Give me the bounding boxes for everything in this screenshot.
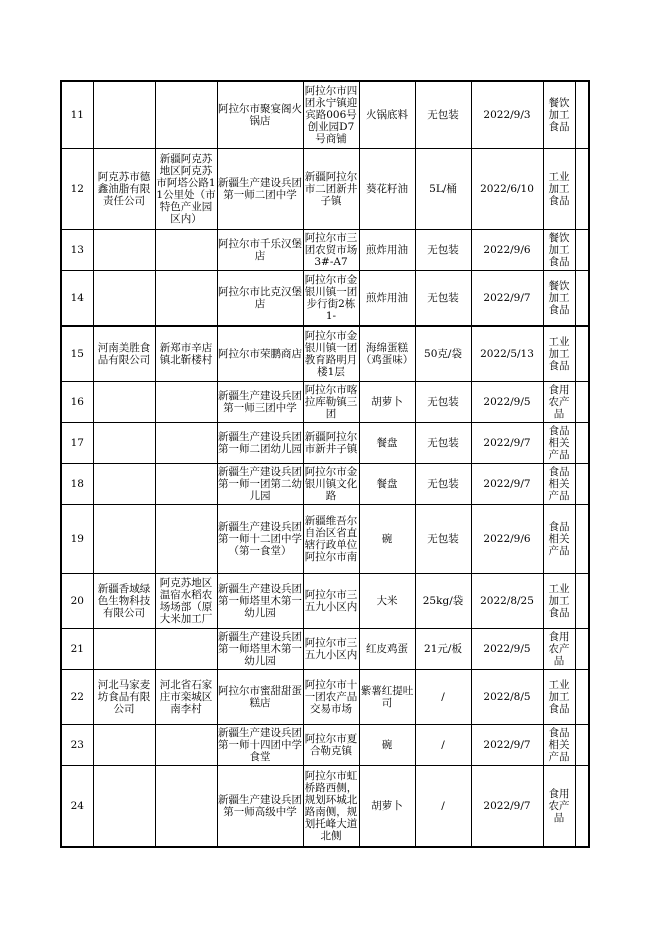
row-number: 24 — [70, 800, 84, 812]
producer-name-cell — [93, 81, 155, 149]
row-number: 11 — [70, 109, 84, 121]
row-number-cell — [61, 81, 93, 149]
blank-cell-cell — [575, 629, 589, 670]
sampled-unit-cell — [217, 670, 303, 725]
food-name: 煎炸用油 — [366, 244, 408, 256]
production-date: 2022/8/5 — [483, 691, 531, 703]
producer-address: 阿克苏地区温宿水稻农场场部（原大米加工厂 — [159, 577, 213, 625]
row-number-cell — [61, 725, 93, 766]
producer-address-cell — [155, 81, 217, 149]
sampled-unit-cell — [217, 505, 303, 574]
row-number-cell — [61, 766, 93, 848]
producer-name: 河北马家麦坊食品有限公司 — [97, 679, 151, 715]
food-name: 火锅底料 — [366, 109, 408, 121]
sampled-address-cell — [303, 423, 359, 464]
food-category-cell — [543, 629, 575, 670]
sampled-address-cell — [303, 725, 359, 766]
blank-cell-cell — [575, 766, 589, 848]
producer-address-cell — [155, 326, 217, 382]
row-number-cell — [61, 149, 93, 230]
sampled-unit-cell — [217, 271, 303, 327]
producer-name-cell — [93, 382, 155, 423]
specification-cell — [415, 725, 471, 766]
food-name: 葵花籽油 — [366, 183, 408, 195]
producer-address-cell — [155, 505, 217, 574]
table-row — [61, 670, 589, 725]
food-category: 食用农产品 — [548, 384, 570, 420]
specification-cell — [415, 81, 471, 149]
blank-cell-cell — [575, 574, 589, 629]
production-date: 2022/9/5 — [483, 396, 531, 408]
production-date-cell — [471, 766, 543, 848]
sampled-address-cell — [303, 670, 359, 725]
sampled-address-cell — [303, 230, 359, 271]
food-name: 碗 — [381, 533, 393, 545]
production-date-cell — [471, 670, 543, 725]
blank-cell-cell — [575, 81, 589, 149]
table-row — [61, 464, 589, 505]
food-name: 胡萝卜 — [371, 800, 403, 812]
specification: 无包装 — [427, 437, 459, 449]
food-name: 紫薯红提吐司 — [360, 685, 414, 709]
food-name-cell — [359, 629, 415, 670]
table-row — [61, 629, 589, 670]
specification-cell — [415, 464, 471, 505]
sampled-unit: 阿拉尔市千乐汉堡店 — [218, 238, 302, 262]
specification-cell — [415, 382, 471, 423]
row-number-cell — [61, 423, 93, 464]
sampled-address: 阿拉尔市金银川镇一团步行街2栋1- — [304, 274, 358, 322]
specification-cell — [415, 149, 471, 230]
producer-address: 新郑市辛店镇北靳楼村 — [159, 342, 213, 366]
table-row — [61, 725, 589, 766]
specification-cell — [415, 505, 471, 574]
food-name-cell — [359, 81, 415, 149]
sampling-results-table — [60, 80, 590, 848]
producer-name-cell — [93, 271, 155, 327]
production-date: 2022/9/3 — [483, 109, 531, 121]
producer-address: 新疆阿克苏地区阿克苏市阿塔公路11公里处（市特色产业园区内） — [156, 153, 216, 225]
sampled-address-cell — [303, 629, 359, 670]
blank-cell-cell — [575, 230, 589, 271]
sampled-unit-cell — [217, 149, 303, 230]
row-number: 21 — [70, 643, 84, 655]
sampled-unit: 新疆生产建设兵团第一师一团第二幼儿园 — [218, 466, 302, 502]
specification-cell — [415, 271, 471, 327]
row-number-cell — [61, 574, 93, 629]
production-date-cell — [471, 326, 543, 382]
food-category: 工业加工食品 — [548, 171, 570, 207]
row-number-cell — [61, 382, 93, 423]
table-row — [61, 230, 589, 271]
specification: / — [441, 800, 445, 812]
sampled-address-cell — [303, 766, 359, 848]
table-row — [61, 423, 589, 464]
sampled-unit-cell — [217, 574, 303, 629]
blank-cell-cell — [575, 670, 589, 725]
specification: / — [441, 739, 445, 751]
production-date-cell — [471, 629, 543, 670]
row-number-cell — [61, 230, 93, 271]
production-date: 2022/9/7 — [483, 292, 531, 304]
sampled-address-cell — [303, 271, 359, 327]
sampled-unit: 阿拉尔市荣鹏商店 — [218, 348, 302, 360]
producer-address-cell — [155, 423, 217, 464]
food-category-cell — [543, 670, 575, 725]
sampled-unit: 阿拉尔市聚宴阁火锅店 — [218, 103, 302, 127]
producer-address-cell — [155, 670, 217, 725]
specification: 无包装 — [427, 244, 459, 256]
sampled-unit-cell — [217, 464, 303, 505]
table-row — [61, 271, 589, 327]
sampled-address-cell — [303, 326, 359, 382]
food-category-cell — [543, 326, 575, 382]
table-body — [61, 81, 589, 847]
food-category: 食用农产品 — [548, 631, 570, 667]
food-name-cell — [359, 670, 415, 725]
food-category: 餐饮加工食品 — [548, 280, 570, 316]
food-category: 餐饮加工食品 — [548, 97, 570, 133]
production-date-cell — [471, 149, 543, 230]
producer-name-cell — [93, 149, 155, 230]
row-number: 16 — [70, 396, 84, 408]
producer-name-cell — [93, 766, 155, 848]
sampled-unit-cell — [217, 81, 303, 149]
food-name-cell — [359, 326, 415, 382]
food-category: 食品相关产品 — [548, 425, 570, 461]
production-date-cell — [471, 271, 543, 327]
production-date: 2022/6/10 — [480, 183, 534, 195]
specification-cell — [415, 766, 471, 848]
sampling-table-sheet — [60, 80, 588, 848]
row-number-cell — [61, 629, 93, 670]
food-category: 食用农产品 — [548, 788, 570, 824]
sampled-unit: 新疆生产建设兵团第一师塔里木第一幼儿园 — [218, 631, 302, 667]
specification: 无包装 — [427, 533, 459, 545]
specification-cell — [415, 574, 471, 629]
food-category-cell — [543, 149, 575, 230]
specification: 无包装 — [427, 109, 459, 121]
sampled-unit-cell — [217, 230, 303, 271]
row-number-cell — [61, 464, 93, 505]
producer-name: 新疆香域绿色生物科技有限公司 — [97, 583, 151, 619]
food-name: 碗 — [381, 739, 393, 751]
row-number: 18 — [70, 478, 84, 490]
producer-address-cell — [155, 725, 217, 766]
row-number: 20 — [70, 595, 84, 607]
production-date-cell — [471, 423, 543, 464]
food-name: 海绵蛋糕（鸡蛋味） — [360, 342, 414, 366]
producer-name: 阿克苏市德鑫油脂有限责任公司 — [97, 171, 151, 207]
production-date-cell — [471, 505, 543, 574]
producer-address-cell — [155, 271, 217, 327]
food-category-cell — [543, 574, 575, 629]
specification: 无包装 — [427, 292, 459, 304]
producer-address-cell — [155, 766, 217, 848]
producer-name-cell — [93, 629, 155, 670]
row-number: 13 — [70, 244, 84, 256]
row-number: 12 — [70, 183, 84, 195]
sampled-address-cell — [303, 505, 359, 574]
food-category-cell — [543, 725, 575, 766]
specification: 50克/袋 — [424, 348, 462, 360]
production-date: 2022/9/7 — [483, 478, 531, 490]
producer-name-cell — [93, 464, 155, 505]
sampled-address: 阿拉尔市三五九小区内 — [304, 589, 358, 613]
production-date-cell — [471, 230, 543, 271]
sampled-address: 阿拉尔市三团农贸市场3#-A7 — [304, 232, 358, 268]
producer-address-cell — [155, 149, 217, 230]
food-category-cell — [543, 505, 575, 574]
table-row — [61, 766, 589, 848]
production-date: 2022/8/25 — [480, 595, 534, 607]
specification-cell — [415, 423, 471, 464]
sampled-address-cell — [303, 81, 359, 149]
production-date: 2022/9/7 — [483, 800, 531, 812]
food-name-cell — [359, 766, 415, 848]
row-number: 15 — [70, 348, 84, 360]
sampled-unit: 新疆生产建设兵团第一师高级中学 — [218, 794, 302, 818]
food-category-cell — [543, 81, 575, 149]
food-category-cell — [543, 230, 575, 271]
sampled-unit: 阿拉尔市蜜甜甜蛋糕店 — [218, 685, 302, 709]
food-category-cell — [543, 423, 575, 464]
food-name: 大米 — [376, 595, 398, 607]
food-category: 食品相关产品 — [548, 521, 570, 557]
table-row — [61, 574, 589, 629]
table-row — [61, 505, 589, 574]
table-row — [61, 149, 589, 230]
producer-address-cell — [155, 574, 217, 629]
sampled-address: 阿拉尔市喀拉库勒镇三团 — [304, 384, 358, 420]
food-name-cell — [359, 271, 415, 327]
producer-name-cell — [93, 230, 155, 271]
sampled-address: 新疆维吾尔自治区省直辖行政单位阿拉尔市南 — [304, 515, 358, 563]
sampled-unit-cell — [217, 725, 303, 766]
producer-address-cell — [155, 382, 217, 423]
food-category-cell — [543, 464, 575, 505]
table-row — [61, 81, 589, 149]
sampled-unit: 新疆生产建设兵团第一师十四团中学食堂 — [218, 727, 302, 763]
producer-address-cell — [155, 629, 217, 670]
sampled-unit: 新疆生产建设兵团第一师三团中学 — [218, 390, 302, 414]
sampled-address: 新疆阿拉尔市新井子镇 — [304, 431, 358, 455]
blank-cell-cell — [575, 464, 589, 505]
producer-name-cell — [93, 670, 155, 725]
food-name-cell — [359, 423, 415, 464]
specification: 21元/板 — [424, 643, 462, 655]
specification: 无包装 — [427, 396, 459, 408]
row-number: 23 — [70, 739, 84, 751]
sampled-unit-cell — [217, 382, 303, 423]
specification: 5L/桶 — [429, 183, 457, 195]
production-date: 2022/9/7 — [483, 437, 531, 449]
food-name: 餐盘 — [376, 478, 398, 490]
food-name-cell — [359, 505, 415, 574]
production-date-cell — [471, 81, 543, 149]
sampled-address: 新疆阿拉尔市二团新井子镇 — [304, 171, 358, 207]
food-name-cell — [359, 149, 415, 230]
production-date: 2022/9/6 — [483, 533, 531, 545]
food-name-cell — [359, 464, 415, 505]
producer-address-cell — [155, 464, 217, 505]
sampled-address: 阿拉尔市金银川镇一团教育路明月楼1层 — [304, 330, 358, 378]
producer-name-cell — [93, 725, 155, 766]
production-date-cell — [471, 382, 543, 423]
sampled-unit-cell — [217, 423, 303, 464]
sampled-address-cell — [303, 382, 359, 423]
blank-cell-cell — [575, 423, 589, 464]
sampled-unit: 新疆生产建设兵团第一师十二团中学（第一食堂） — [218, 521, 302, 557]
table-row — [61, 382, 589, 423]
food-name-cell — [359, 382, 415, 423]
food-category-cell — [543, 382, 575, 423]
production-date: 2022/9/6 — [483, 244, 531, 256]
sampled-address-cell — [303, 149, 359, 230]
food-name: 红皮鸡蛋 — [366, 643, 408, 655]
sampled-unit-cell — [217, 629, 303, 670]
blank-cell-cell — [575, 505, 589, 574]
sampled-address-cell — [303, 464, 359, 505]
food-category-cell — [543, 766, 575, 848]
sampled-address: 阿拉尔市三五九小区内 — [304, 637, 358, 661]
producer-address: 河北省石家庄市栾城区南李村 — [159, 679, 213, 715]
blank-cell-cell — [575, 149, 589, 230]
food-category: 工业加工食品 — [548, 583, 570, 619]
specification-cell — [415, 629, 471, 670]
row-number-cell — [61, 326, 93, 382]
producer-name: 河南美胜食品有限公司 — [97, 342, 151, 366]
row-number-cell — [61, 505, 93, 574]
sampled-unit-cell — [217, 766, 303, 848]
specification-cell — [415, 670, 471, 725]
food-name: 餐盘 — [376, 437, 398, 449]
specification-cell — [415, 326, 471, 382]
production-date-cell — [471, 725, 543, 766]
producer-address-cell — [155, 230, 217, 271]
production-date-cell — [471, 574, 543, 629]
production-date: 2022/9/7 — [483, 739, 531, 751]
sampled-address: 阿拉尔市夏合勒克镇 — [304, 733, 358, 757]
food-category: 食品相关产品 — [548, 466, 570, 502]
producer-name-cell — [93, 326, 155, 382]
food-name-cell — [359, 725, 415, 766]
production-date: 2022/5/13 — [480, 348, 534, 360]
food-name-cell — [359, 574, 415, 629]
sampled-unit: 新疆生产建设兵团第一师二团中学 — [218, 177, 302, 201]
producer-name-cell — [93, 574, 155, 629]
specification-cell — [415, 230, 471, 271]
blank-cell-cell — [575, 725, 589, 766]
row-number: 19 — [70, 533, 84, 545]
specification: / — [441, 691, 445, 703]
producer-name-cell — [93, 423, 155, 464]
sampled-address-cell — [303, 574, 359, 629]
sampled-unit: 阿拉尔市比克汉堡店 — [218, 286, 302, 310]
sampled-address: 阿拉尔市十一团农产品交易市场 — [304, 679, 358, 715]
specification: 无包装 — [427, 478, 459, 490]
production-date-cell — [471, 464, 543, 505]
row-number-cell — [61, 271, 93, 327]
sampled-address: 阿拉尔市金银川镇文化路 — [304, 466, 358, 502]
blank-cell-cell — [575, 326, 589, 382]
blank-cell-cell — [575, 271, 589, 327]
production-date: 2022/9/5 — [483, 643, 531, 655]
food-category: 工业加工食品 — [548, 679, 570, 715]
food-category-cell — [543, 271, 575, 327]
row-number-cell — [61, 670, 93, 725]
specification: 25kg/袋 — [422, 595, 464, 607]
row-number: 14 — [70, 292, 84, 304]
sampled-address: 阿拉尔市虹桥路西侧，规划环城北路南侧，规划托峰大道北侧 — [304, 770, 358, 842]
sampled-unit-cell — [217, 326, 303, 382]
food-category: 餐饮加工食品 — [548, 232, 570, 268]
sampled-unit: 新疆生产建设兵团第一师塔里木第一幼儿园 — [218, 583, 302, 619]
blank-cell-cell — [575, 382, 589, 423]
food-name: 煎炸用油 — [366, 292, 408, 304]
food-category: 食品相关产品 — [548, 727, 570, 763]
sampled-address: 阿拉尔市四团永宁镇迎宾路006号创业园D7号商铺 — [304, 85, 358, 145]
food-category: 工业加工食品 — [548, 336, 570, 372]
table-row — [61, 326, 589, 382]
sampled-unit: 新疆生产建设兵团第一师二团幼儿园 — [218, 431, 302, 455]
food-name-cell — [359, 230, 415, 271]
row-number: 17 — [70, 437, 84, 449]
row-number: 22 — [70, 691, 84, 703]
food-name: 胡萝卜 — [371, 396, 403, 408]
producer-name-cell — [93, 505, 155, 574]
